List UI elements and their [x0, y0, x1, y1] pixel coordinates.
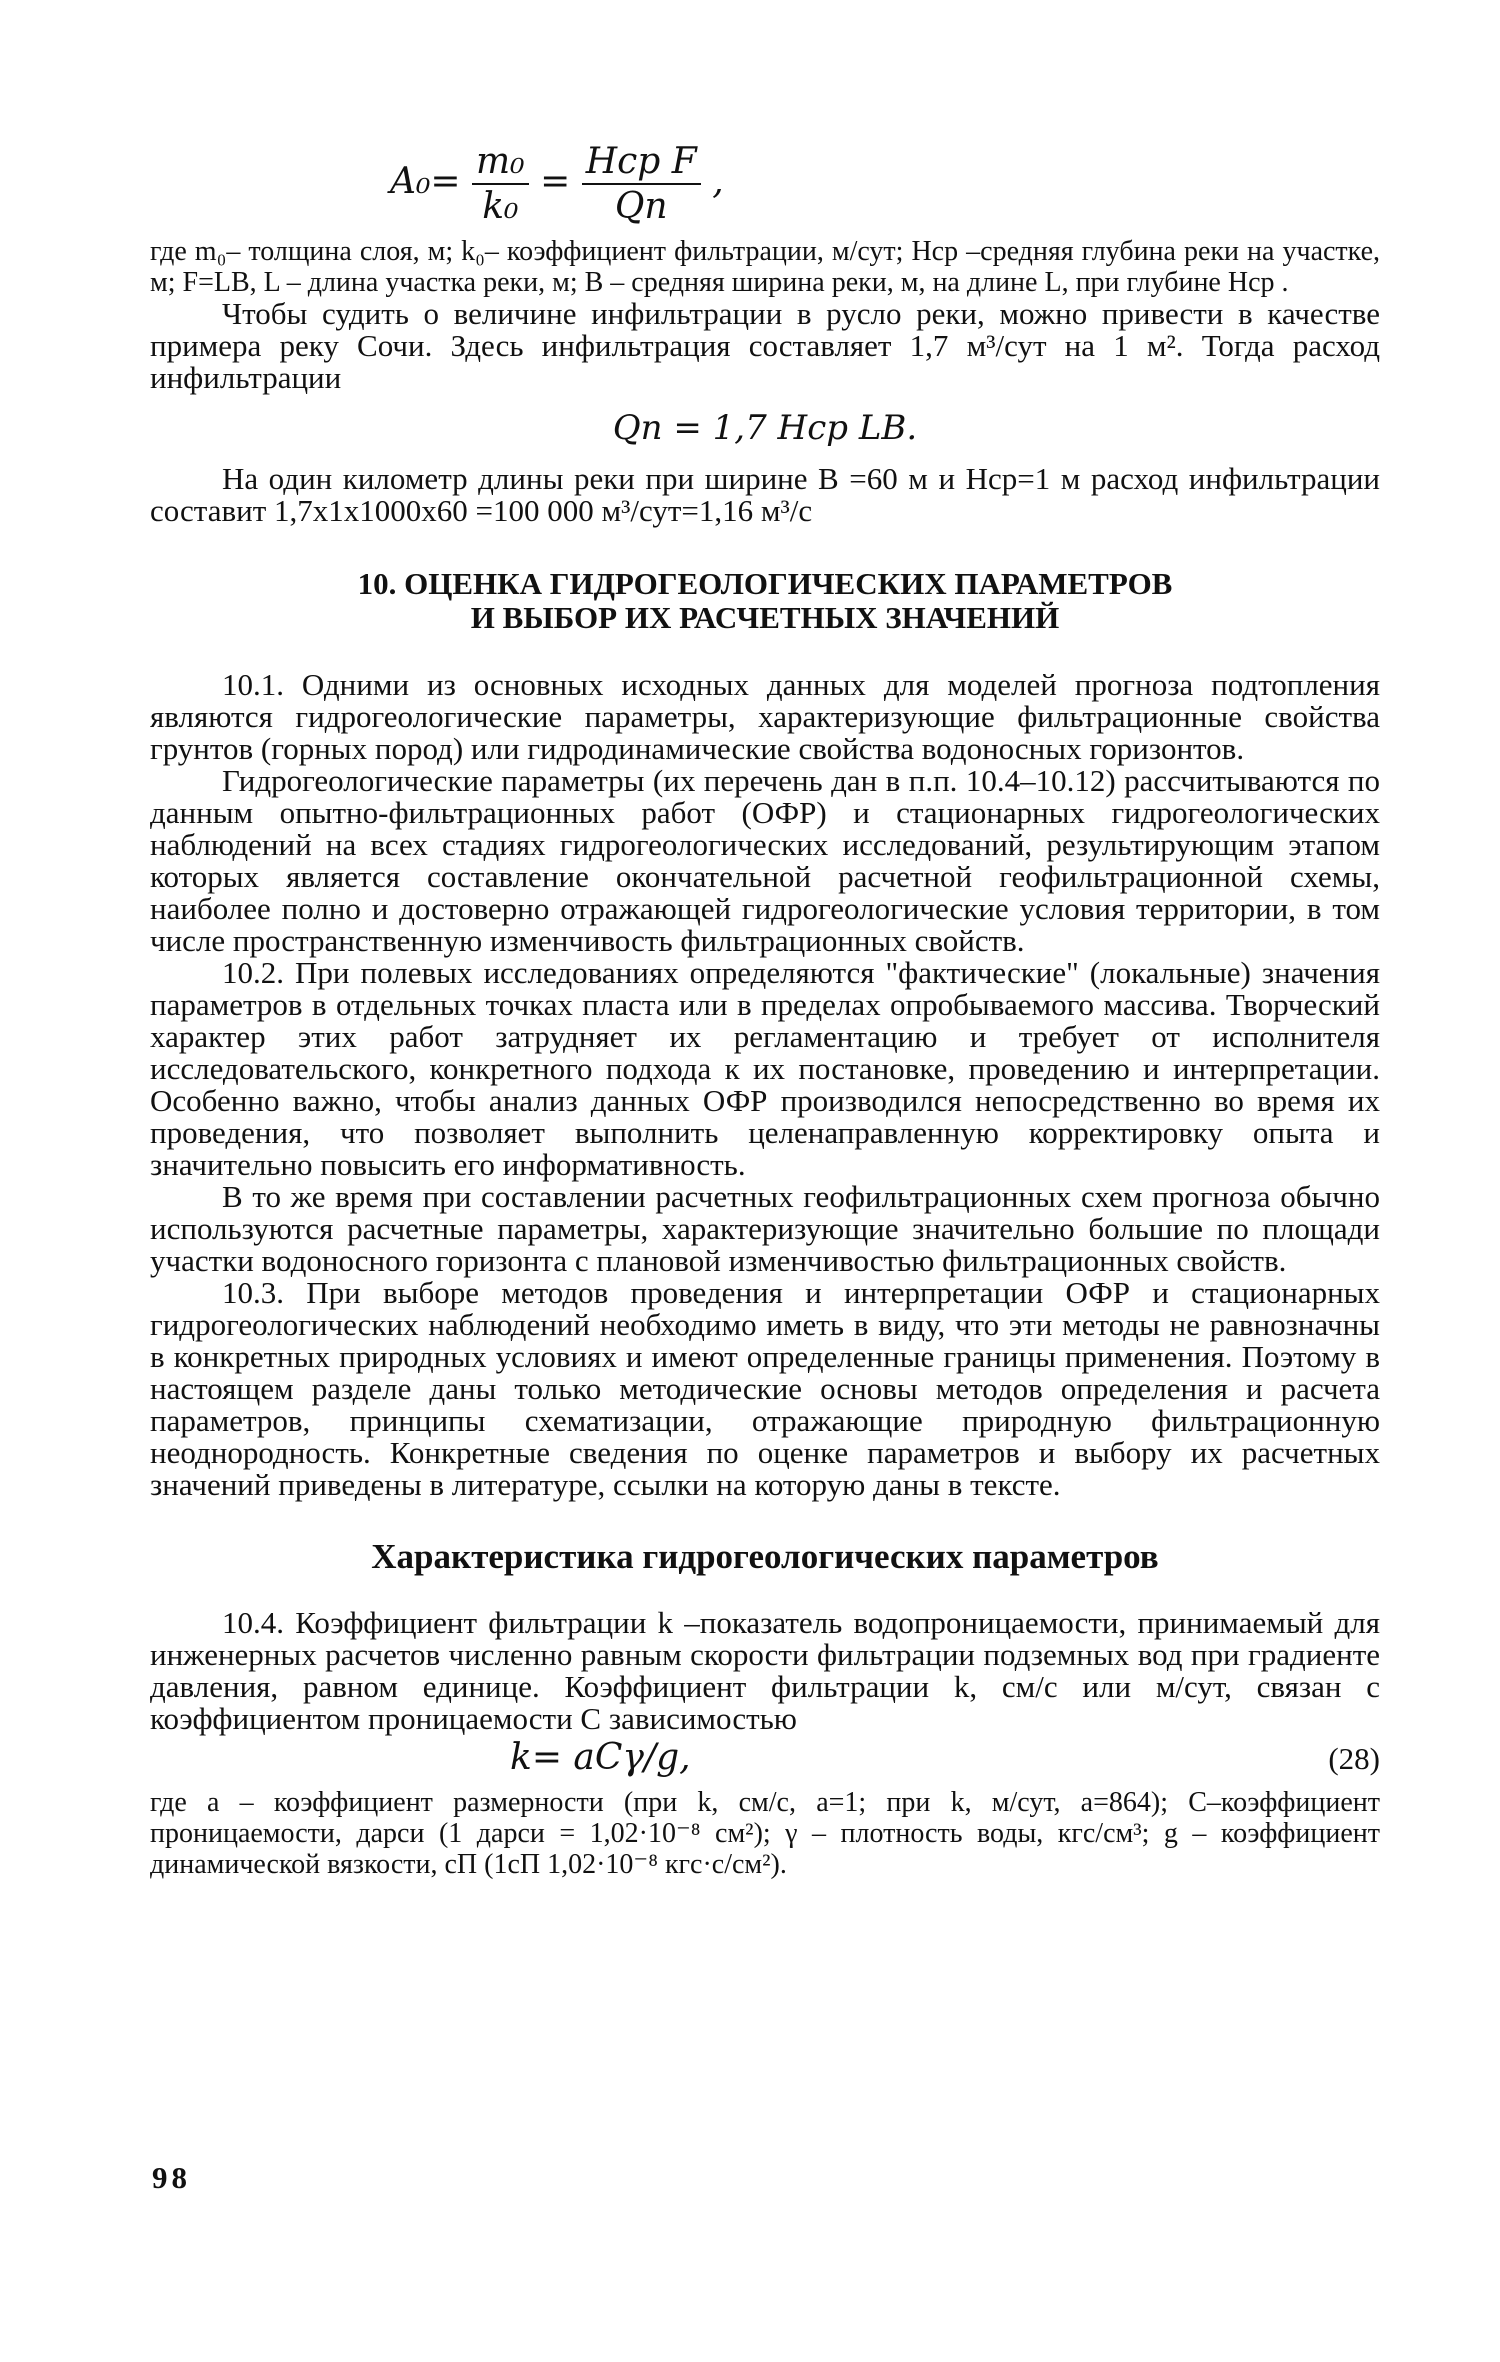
definitions-block-2: где a – коэффициент размерности (при k, см/с, a=1; при k, м/сут, a=864); C–коэффициент проницаемости, дарси (1 дарси = 1,02·10⁻⁸ см²); γ – плотность воды, кгс/см³; g – коэффициент динамической вязкости, сП (1сП 1,02·10⁻⁸ кгс·с/см²).: [150, 1786, 1380, 1880]
equals-sign: =: [540, 161, 571, 203]
section-title-line-2: И ВЫБОР ИХ РАСЧЕТНЫХ ЗНАЧЕНИЙ: [470, 599, 1060, 635]
fraction-denominator: Qп: [614, 186, 668, 228]
equation-number: (28): [1328, 1740, 1380, 1776]
paragraph-10-1: 10.1. Одними из основных исходных данных для моделей прогноза подтопления являются гидрогеологические параметры, характеризующие фильтрационные свойства грунтов (горных пород) или гидродинамические свойства водоносных горизонтов.: [150, 666, 1380, 766]
paragraph-infiltration: Чтобы судить о величине инфильтрации в русло реки, можно привести в качестве примера реку Сочи. Здесь инфильтрация составляет 1,7 м³/сут на 1 м². Тогда расход инфильтрации: [150, 296, 1380, 395]
paragraph-10-3: 10.3. При выборе методов проведения и интерпретации ОФР и стационарных гидрогеологических наблюдений необходимо иметь в виду, что эти методы не равнозначны в конкретных природных условиях и имеют определенные границы применения. Поэтому в настоящем разделе даны только методические основы методов определения и расчета параметров, принципы схематизации, отражающие природную фильтрационную неоднородность. Конкретные сведения по оценке параметров и выбору их расчетных значений приведены в литературе, ссылки на которую даны в тексте.: [150, 1274, 1380, 1502]
fraction-hcp-f-qn: [582, 140, 701, 228]
paragraph-parameters: Гидрогеологические параметры (их перечень дан в п.п. 10.4–10.12) рассчитываются по данным опытно-фильтрационных работ (ОФР) и стационарных гидрогеологических наблюдений на всех стадиях гидрогеологических исследований, результирующим этапом которых является составление окончательной расчетной геофильтрационной схемы, наиболее полно и достоверно отражающей гидрогеологические условия территории, в том числе пространственную изменчивость фильтрационных свойств.: [150, 762, 1380, 958]
formula-lhs: A₀=: [390, 161, 461, 203]
section-title: [150, 567, 1380, 635]
paragraph-10-2: 10.2. При полевых исследованиях определяются "фактические" (локальные) значения параметров в отдельных точках пласта или в пределах опробываемого массива. Творческий характер этих работ затрудняет их регламентацию и требует от исполнителя исследовательского, конкретного подхода к их постановке, проведению и интерпретации. Особенно важно, чтобы анализ данных ОФР производился непосредственно во время их проведения, что позволяет выполнить целенаправленную корректировку опыта и значительно повысить его информативность.: [150, 954, 1380, 1182]
paragraph-10-4: 10.4. Коэффициент фильтрации k –показатель водопроницаемости, принимаемый для инженерных расчетов численно равным скорости фильтрации подземных вод при градиенте давления, равном единице. Коэффициент фильтрации k, см/с или м/сут, связан с коэффициентом проницаемости C зависимостью: [150, 1604, 1380, 1736]
paragraph-one-kilometer: На один километр длины реки при ширине B =60 м и Hср=1 м расход инфильтрации составит 1,7x1x1000x60 =100 000 м³/сут=1,16 м³/с: [150, 460, 1380, 528]
page-number: 98: [152, 2160, 191, 2195]
formula-qn: Qп = 1,7 Hср LB.: [612, 408, 918, 448]
fraction-m0-k0: [472, 140, 529, 228]
fraction-numerator: m₀: [472, 140, 529, 185]
section-title-line-1: 10. ОЦЕНКА ГИДРОГЕОЛОГИЧЕСКИХ ПАРАМЕТРОВ: [357, 565, 1173, 601]
definitions-block: где m₀– толщина слоя, м; k₀– коэффициент фильтрации, м/сут; Hср –средняя глубина реки на участке, м; F=LB, L – длина участка реки, м; B – средняя ширина реки, м, на длине L, при глубине Hср .: [150, 236, 1380, 298]
fraction-denominator: k₀: [482, 186, 519, 228]
subsection-title: Характеристика гидрогеологических параметров: [371, 1536, 1159, 1576]
formula-tail: ,: [712, 161, 724, 203]
paragraph-calculation-schemes: В то же время при составлении расчетных геофильтрационных схем прогноза обычно используются расчетные параметры, характеризующие значительно большие по площади участки водоносного горизонта с плановой изменчивостью фильтрационных свойств.: [150, 1178, 1380, 1278]
formula-28: k= aCγ/g,: [510, 1736, 691, 1778]
equation-28-row: [150, 1735, 1380, 1787]
page-content: [150, 140, 1380, 1880]
fraction-numerator: Hср F: [582, 140, 701, 185]
formula-a0: [390, 140, 1380, 226]
